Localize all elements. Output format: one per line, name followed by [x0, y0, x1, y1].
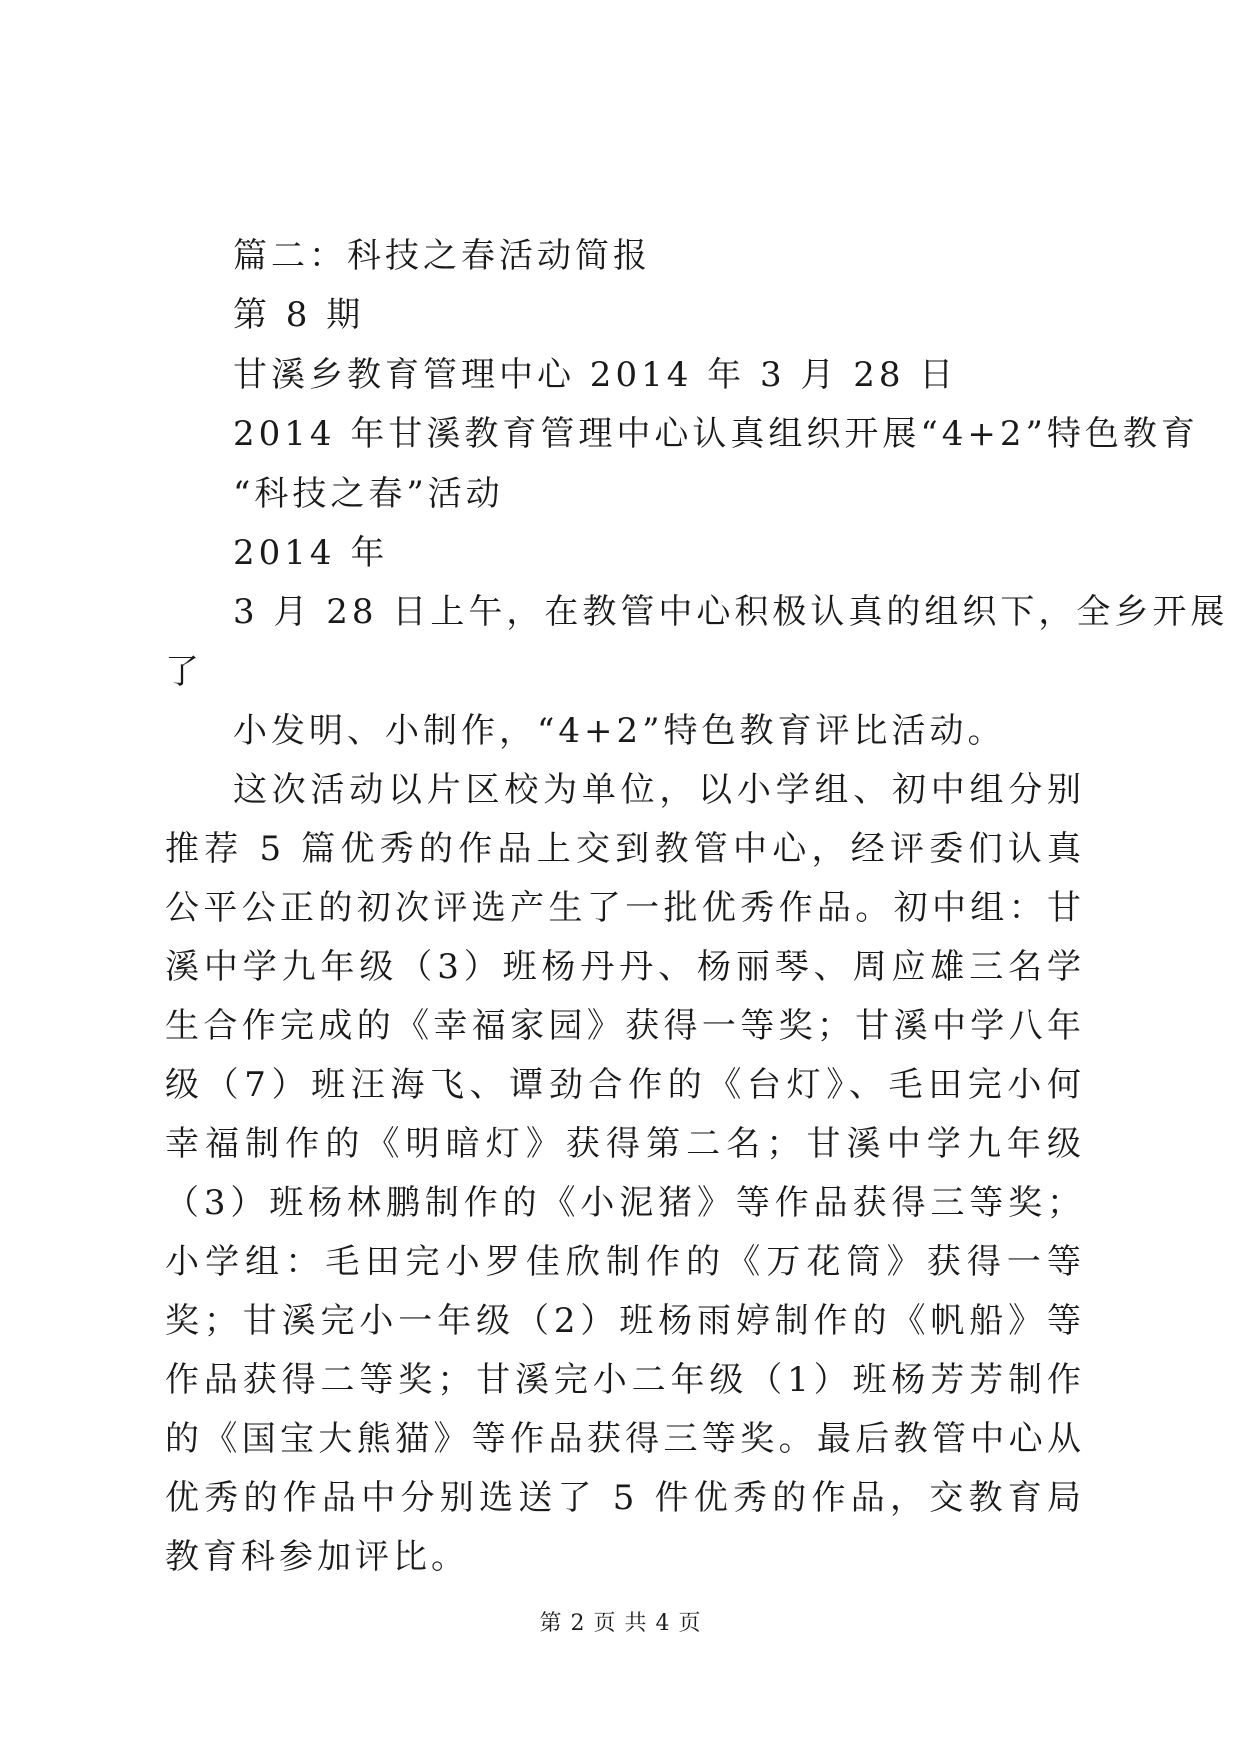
paragraph-2: 小发明、小制作，“4+2”特色教育评比活动。	[233, 711, 1006, 751]
paragraph-3: 这次活动以片区校为单位，以小学组、初中组分别推荐 5 篇优秀的作品上交到教管中心，经评委们认真公平公正的初次评选产生了一批优秀作品。初中组：甘溪中学九年级（3）班杨丹丹、杨丽琴、周应雄三名学生合作完成的《幸福家园》获得一等奖；甘溪中学八年级（7）班汪海飞、谭劲合作的《台灯》、毛田完小何幸福制作的《明暗灯》获得第二名；甘溪中学九年级（3）班杨林鹏制作的《小泥猪》等作品获得三等奖；小学组：毛田完小罗佳欣制作的《万花筒》获得一等奖；甘溪完小一年级（2）班杨雨婷制作的《帆船》等作品获得二等奖；甘溪完小二年级（1）班杨芳芳制作的《国宝大熊猫》等作品获得三等奖。最后教管中心从优秀的作品中分别选送了 5 件优秀的作品，交教育局教育科参加评比。	[165, 770, 1085, 1577]
paragraph-1-line-1: 3 月 28 日上午，在教管中心积极认真的组织下，全乡开展	[233, 592, 1229, 632]
title-line-1: 2014 年甘溪教育管理中心认真组织开展“4+2”特色教育	[233, 414, 1199, 454]
org-date-line: 甘溪乡教育管理中心 2014 年 3 月 28 日	[233, 355, 958, 395]
page-number-footer: 第 2 页 共 4 页	[539, 1611, 702, 1636]
issue-number: 第 8 期	[233, 295, 365, 335]
section-heading: 篇二：科技之春活动简报	[233, 236, 651, 276]
year-line: 2014 年	[233, 533, 389, 573]
title-line-2: “科技之春”活动	[233, 474, 504, 514]
paragraph-1-line-2: 了	[165, 652, 203, 692]
